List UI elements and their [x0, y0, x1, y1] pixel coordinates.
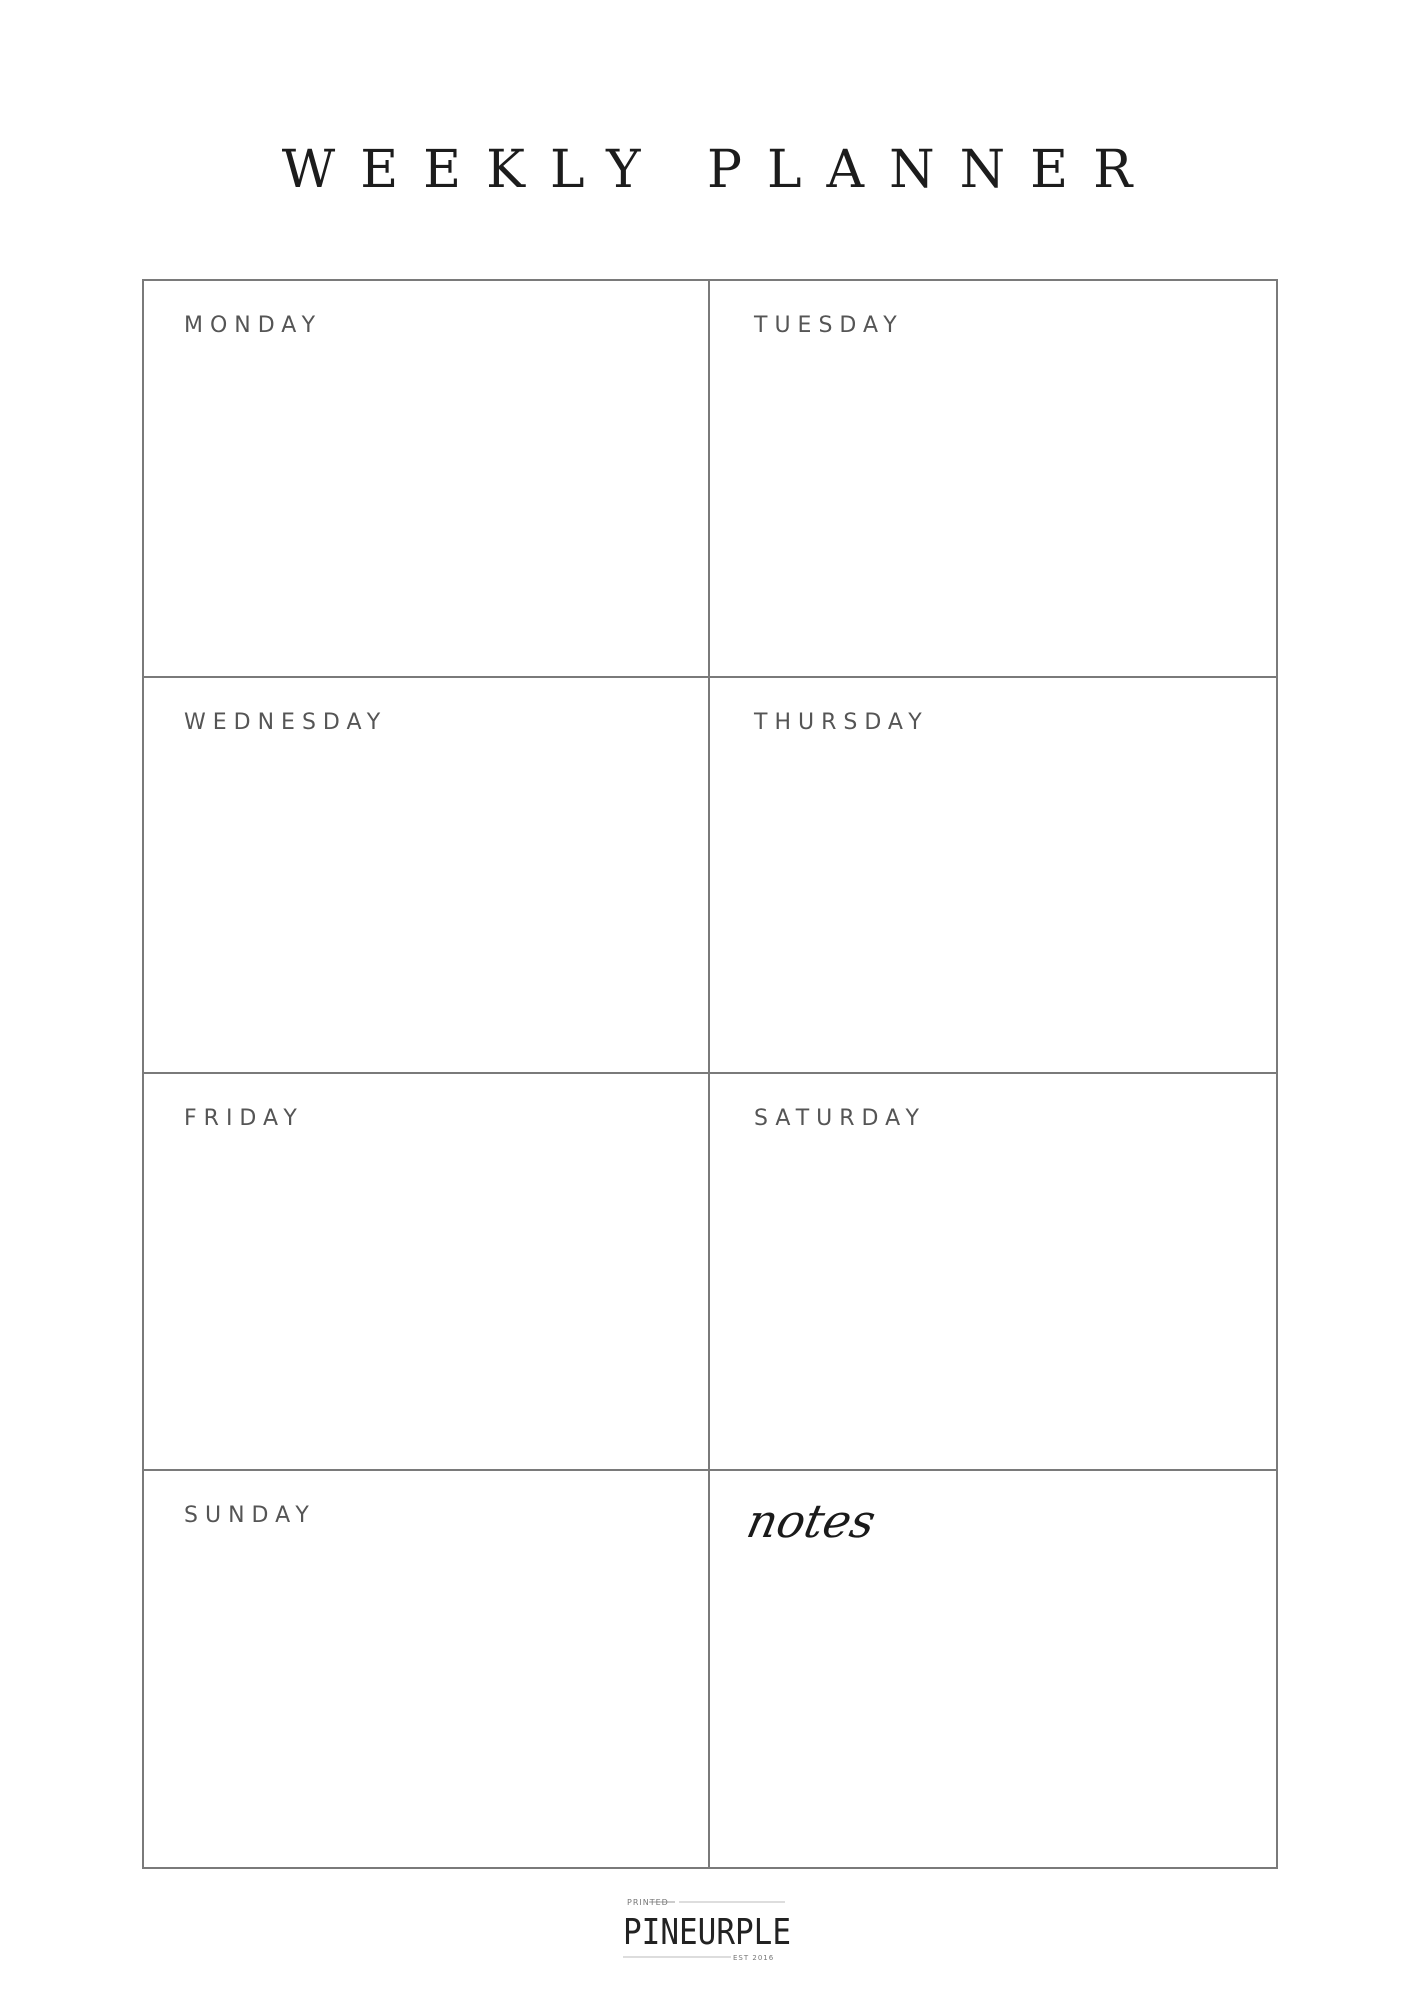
notes-script-graphic — [742, 1493, 881, 1563]
notes-label — [742, 1493, 881, 1563]
day-label: FRIDAY — [184, 1106, 304, 1131]
day-cell-friday[interactable] — [144, 1074, 710, 1471]
page-title: WEEKLY PLANNER — [281, 140, 1158, 200]
day-label: TUESDAY — [754, 313, 904, 338]
day-label: THURSDAY — [754, 709, 929, 735]
day-cell-sunday[interactable] — [144, 1471, 710, 1868]
day-cell-monday[interactable] — [144, 281, 710, 678]
day-cell-wednesday[interactable] — [144, 678, 710, 1075]
svg-text:PINEURPLE: PINEURPLE — [623, 1912, 791, 1953]
day-label: SUNDAY — [184, 1502, 316, 1528]
svg-text:notes: notes — [742, 1493, 881, 1548]
day-label: MONDAY — [184, 313, 323, 338]
day-label: WEDNESDAY — [184, 709, 388, 735]
planner-grid — [142, 279, 1278, 1869]
brand-logo — [605, 1892, 809, 1968]
day-cell-saturday[interactable] — [710, 1074, 1276, 1471]
day-cell-thursday[interactable] — [710, 678, 1276, 1075]
day-cell-tuesday[interactable] — [710, 281, 1276, 678]
svg-text:PRINTED: PRINTED — [627, 1898, 669, 1907]
svg-text:EST 2016: EST 2016 — [733, 1954, 775, 1962]
day-label: SATURDAY — [754, 1106, 926, 1131]
notes-cell[interactable] — [710, 1471, 1276, 1868]
